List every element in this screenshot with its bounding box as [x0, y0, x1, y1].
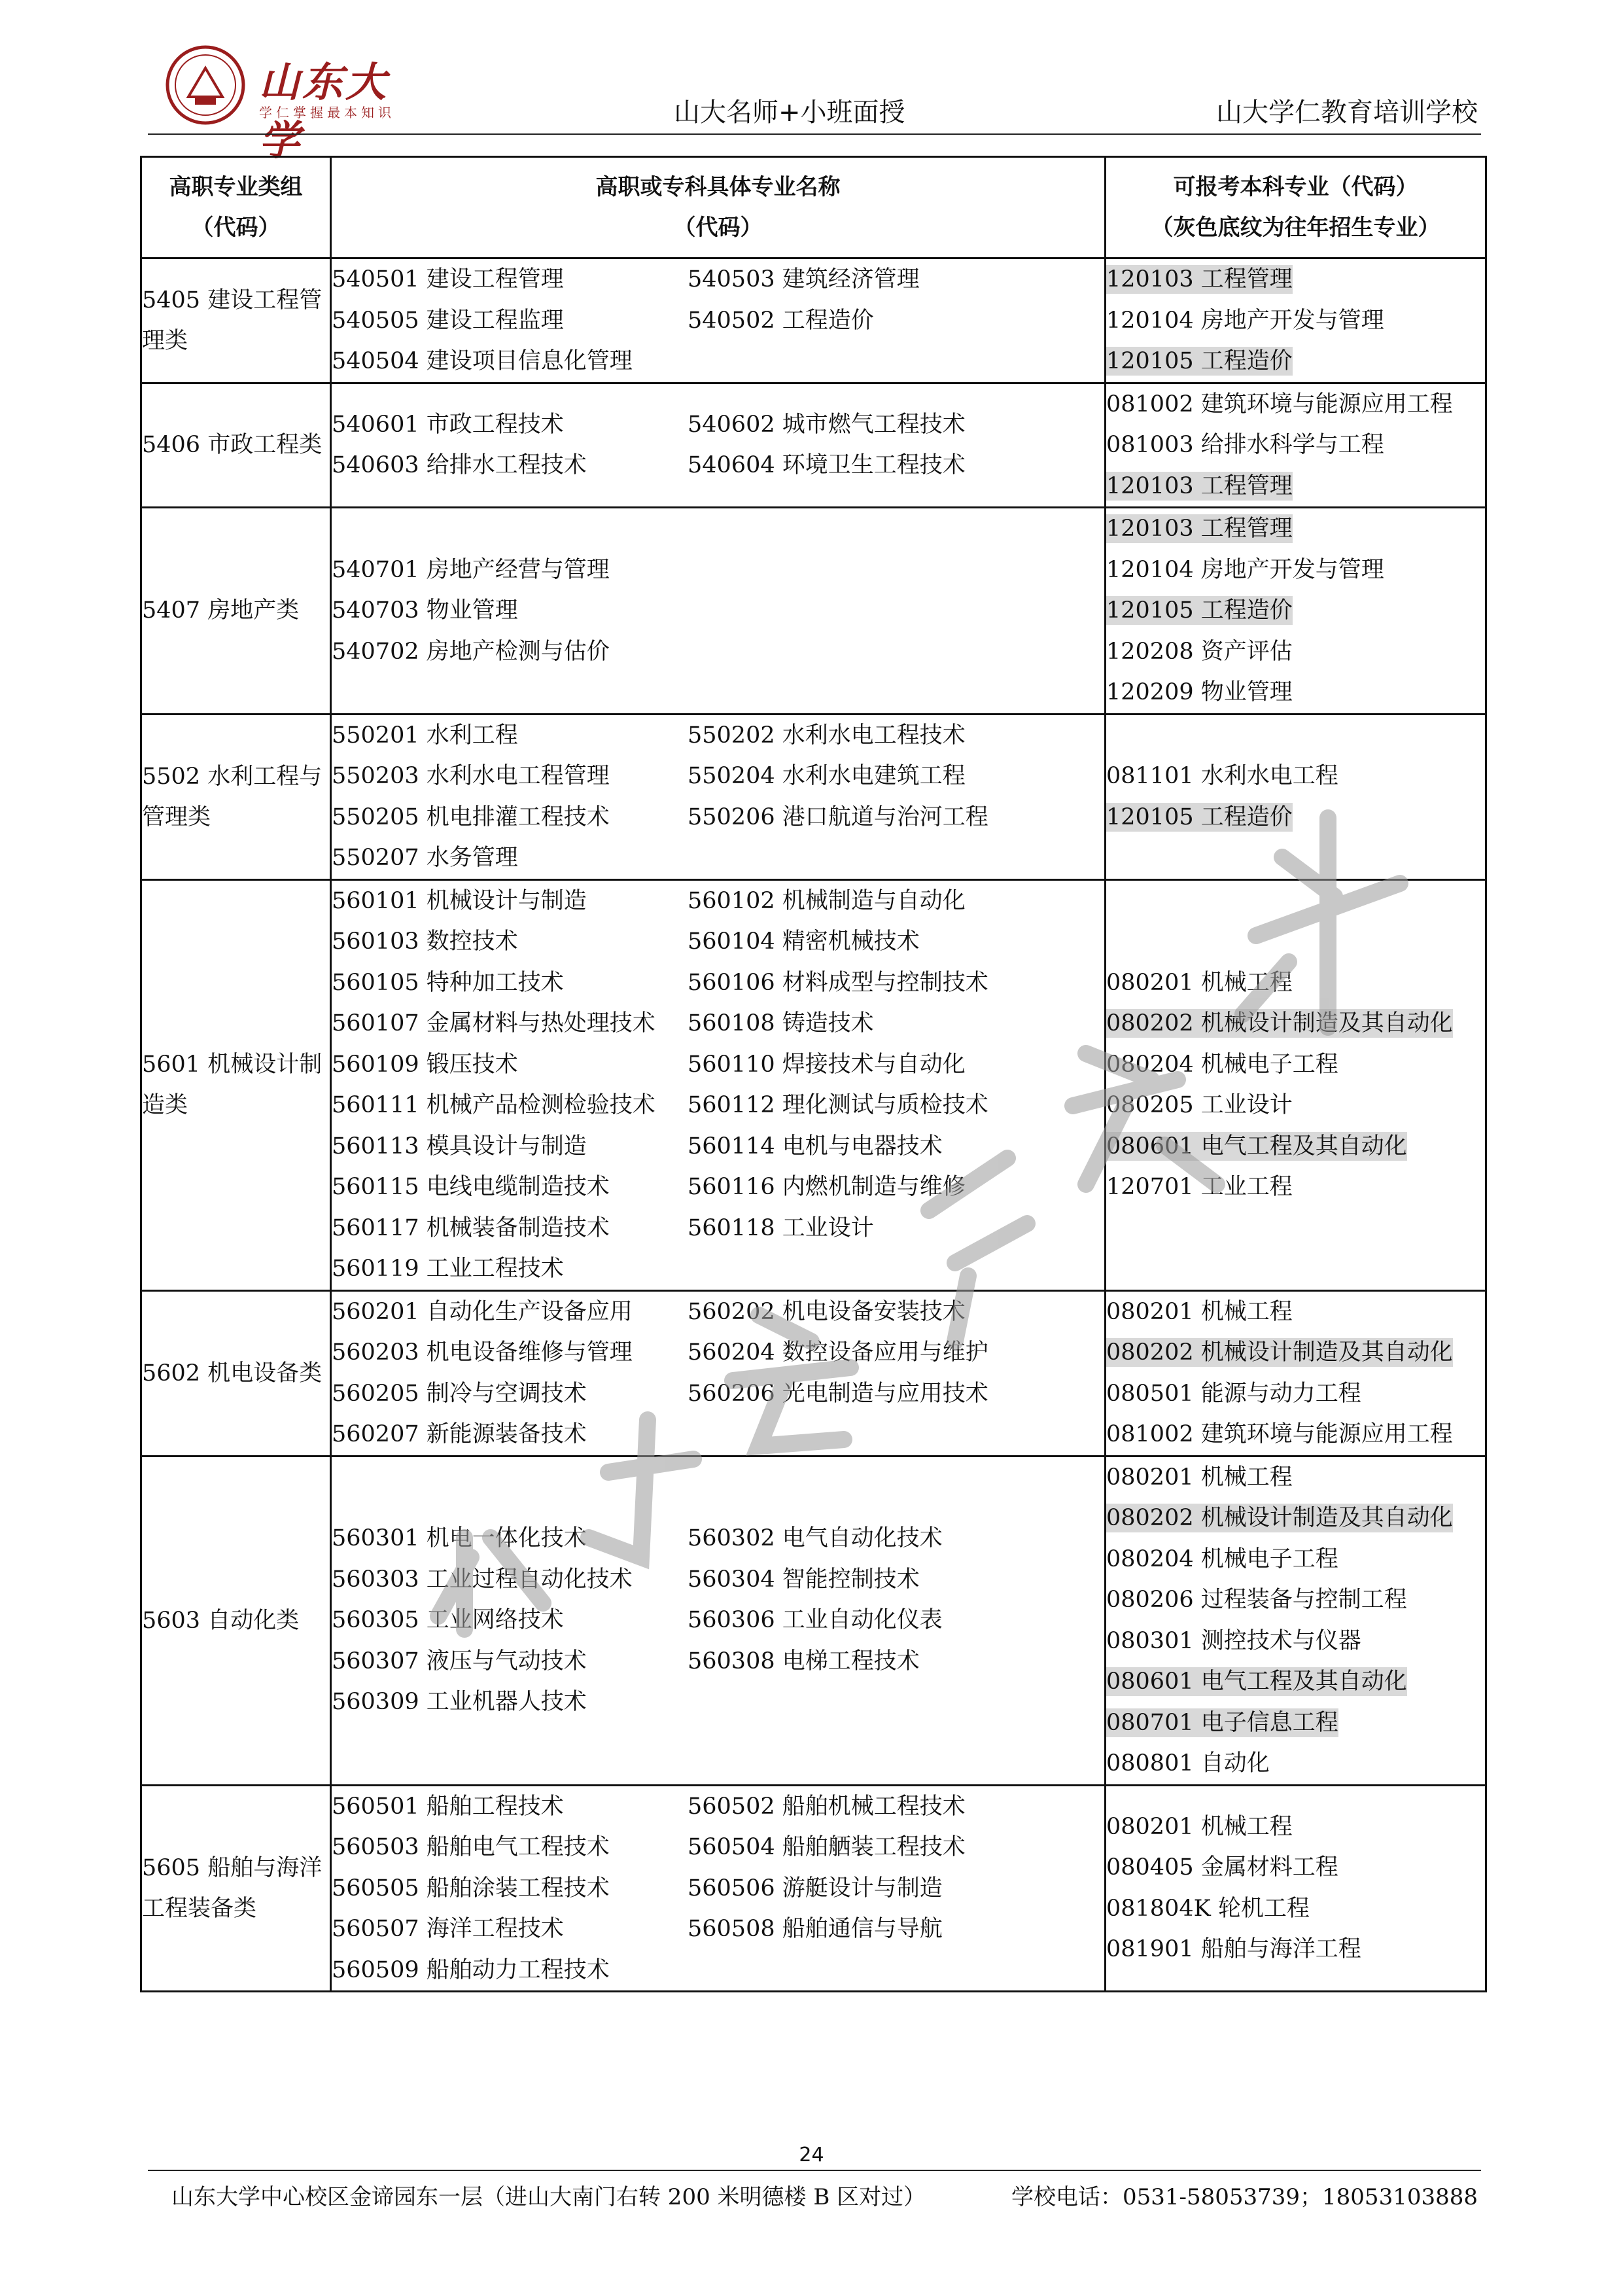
target-major-item: [1106, 1003, 1485, 1044]
specialty-item: 560503 船舶电气工程技术: [332, 1834, 610, 1860]
specialty-item: 560508 船舶通信与导航: [688, 1916, 943, 1942]
specialty-item: 540502 工程造价: [688, 307, 874, 334]
specialty-item: 560204 数控设备应用与维护: [688, 1339, 988, 1366]
table-row: [141, 1456, 1486, 1785]
target-major-text: 080204 机械电子工程: [1106, 1051, 1338, 1078]
logo-slogan: 学仁掌握最本知识: [259, 105, 395, 120]
target-major-text: 080201 机械工程: [1106, 1464, 1293, 1491]
specialty-item: 560116 内燃机制造与维修: [688, 1174, 966, 1200]
specialty-item: 560309 工业机器人技术: [332, 1689, 587, 1716]
target-major-text: 081804K 轮机工程: [1106, 1895, 1310, 1922]
specialty-item: 560103 数控技术: [332, 928, 518, 955]
specialty-item: 560505 船舶涂装工程技术: [332, 1875, 610, 1901]
specialty-cell: [331, 383, 1106, 508]
specialty-item: 560206 光电制造与应用技术: [688, 1380, 988, 1407]
target-cell: [1106, 383, 1486, 508]
specialty-item: 560303 工业过程自动化技术: [332, 1566, 633, 1593]
target-major-item: [1106, 963, 1485, 1004]
specialty-item: 550205 机电排灌工程技术: [332, 804, 610, 830]
target-major-text: 120209 物业管理: [1106, 679, 1293, 705]
target-major-shaded: 080202 机械设计制造及其自动化: [1106, 1339, 1453, 1366]
target-major-item: [1106, 1888, 1485, 1930]
specialty-item: 560207 新能源装备技术: [332, 1421, 587, 1447]
target-major-item: [1106, 1498, 1485, 1539]
header-divider: [148, 133, 1481, 135]
target-major-item: [1106, 1539, 1485, 1580]
specialty-item: 560304 智能控制技术: [688, 1566, 920, 1593]
target-major-text: 080201 机械工程: [1106, 1813, 1293, 1840]
specialty-item: 560112 理化测试与质检技术: [688, 1092, 988, 1118]
target-major-item: [1106, 550, 1485, 591]
specialty-item: 560119 工业工程技术: [332, 1256, 564, 1282]
specialty-item: 540603 给排水工程技术: [332, 452, 587, 479]
target-major-shaded: 120103 工程管理: [1106, 266, 1293, 292]
target-major-item: [1106, 1085, 1485, 1126]
specialty-item: 560117 机械装备制造技术: [332, 1214, 610, 1241]
target-major-text: 080201 机械工程: [1106, 969, 1293, 996]
table-row: [141, 714, 1486, 879]
target-major-text: 080205 工业设计: [1106, 1092, 1293, 1118]
specialty-item: 560301 机电一体化技术: [332, 1525, 587, 1552]
target-major-text: 120208 资产评估: [1106, 638, 1293, 665]
specialty-cell: [331, 508, 1106, 715]
target-major-list: [1106, 1457, 1485, 1784]
specialty-item: 560306 工业自动化仪表: [688, 1607, 943, 1634]
table-row: [141, 1290, 1486, 1456]
target-cell: [1106, 1456, 1486, 1785]
specialty-item: 540505 建设工程监理: [332, 307, 564, 334]
target-major-item: [1106, 631, 1485, 673]
specialty-item: 560307 液压与气动技术: [332, 1648, 587, 1674]
specialty-item: 560502 船舶机械工程技术: [688, 1793, 966, 1820]
specialty-item: 560507 海洋工程技术: [332, 1916, 564, 1942]
target-major-item: [1106, 466, 1485, 507]
specialty-item: 560110 焊接技术与自动化: [688, 1051, 966, 1078]
specialty-item: 540504 建设项目信息化管理: [332, 348, 633, 374]
category-cell: 5406 市政工程类: [141, 383, 331, 508]
target-major-item: [1106, 1457, 1485, 1498]
specialty-item: 550204 水利水电建筑工程: [688, 763, 966, 789]
target-major-shaded: 120103 工程管理: [1106, 472, 1293, 499]
shandong-university-logo: [162, 42, 406, 164]
target-major-text: 080301 测控技术与仪器: [1106, 1627, 1361, 1654]
table-row: [141, 508, 1486, 715]
specialty-item: 560504 船舶舾装工程技术: [688, 1834, 966, 1860]
category-cell: 5405 建设工程管理类: [141, 258, 331, 383]
specialty-item: 560107 金属材料与热处理技术: [332, 1010, 655, 1036]
target-major-text: 080201 机械工程: [1106, 1298, 1293, 1325]
target-major-item: [1106, 1661, 1485, 1703]
specialty-item: 560101 机械设计与制造: [332, 887, 587, 914]
target-major-text: 080501 能源与动力工程: [1106, 1380, 1361, 1407]
specialty-list: [332, 1292, 1104, 1455]
target-major-list: [1106, 508, 1485, 713]
table-row: [141, 383, 1486, 508]
specialty-list: [332, 1518, 1104, 1723]
header-category: 高职专业类组 （代码）: [141, 157, 331, 258]
target-major-item: [1106, 672, 1485, 713]
target-cell: [1106, 508, 1486, 715]
header-target: 可报考本科专业（代码） （灰色底纹为往年招生专业）: [1106, 157, 1486, 258]
target-major-item: [1106, 384, 1485, 425]
specialty-item: 560113 模具设计与制造: [332, 1133, 587, 1159]
specialty-cell: [331, 1785, 1106, 1992]
target-major-shaded: 120105 工程造价: [1106, 804, 1293, 830]
target-major-item: [1106, 300, 1485, 342]
target-cell: [1106, 1290, 1486, 1456]
target-major-item: [1106, 590, 1485, 631]
target-major-text: 081901 船舶与海洋工程: [1106, 1936, 1361, 1963]
target-cell: [1106, 714, 1486, 879]
specialty-item: 540601 市政工程技术: [332, 411, 564, 438]
target-major-list: [1106, 963, 1485, 1208]
major-mapping-table: [140, 156, 1487, 1992]
specialty-item: 560115 电线电缆制造技术: [332, 1174, 610, 1200]
specialty-item: 550206 港口航道与治河工程: [688, 804, 988, 830]
specialty-item: 540501 建设工程管理: [332, 266, 564, 292]
header-right-title: 山大学仁教育培训学校: [1216, 97, 1478, 128]
specialty-item: 560104 精密机械技术: [688, 928, 920, 955]
target-major-list: [1106, 1807, 1485, 1970]
table-row: [141, 1785, 1486, 1992]
target-major-text: 120104 房地产开发与管理: [1106, 307, 1384, 334]
specialty-item: 550203 水利水电工程管理: [332, 763, 610, 789]
target-major-text: 081003 给排水科学与工程: [1106, 432, 1384, 458]
specialty-cell: [331, 1456, 1106, 1785]
logo-wordmark: 山东大学: [259, 58, 389, 164]
table-row: [141, 258, 1486, 383]
specialty-list: [332, 715, 1104, 879]
target-major-item: [1106, 1292, 1485, 1333]
target-major-shaded: 120105 工程造价: [1106, 597, 1293, 624]
target-major-shaded: 080701 电子信息工程: [1106, 1709, 1338, 1736]
page-number: 24: [799, 2144, 824, 2166]
target-major-list: [1106, 259, 1485, 382]
specialty-item: 540604 环境卫生工程技术: [688, 452, 966, 479]
target-major-item: [1106, 1167, 1485, 1208]
specialty-cell: [331, 1290, 1106, 1456]
specialty-item: 560501 船舶工程技术: [332, 1793, 564, 1820]
specialty-item: 560308 电梯工程技术: [688, 1648, 920, 1674]
specialty-item: 550202 水利水电工程技术: [688, 722, 966, 749]
specialty-cell: [331, 258, 1106, 383]
target-major-text: 120701 工业工程: [1106, 1174, 1293, 1200]
target-major-shaded: 080202 机械设计制造及其自动化: [1106, 1010, 1453, 1036]
specialty-item: 560302 电气自动化技术: [688, 1525, 943, 1552]
category-cell: 5601 机械设计制造类: [141, 879, 331, 1290]
specialty-list: [332, 881, 1104, 1290]
specialty-item: 560108 铸造技术: [688, 1010, 874, 1036]
specialty-list: [332, 1786, 1104, 1991]
target-major-item: [1106, 1580, 1485, 1621]
specialty-item: 560201 自动化生产设备应用: [332, 1298, 633, 1325]
target-major-item: [1106, 1126, 1485, 1167]
specialty-item: 560118 工业设计: [688, 1214, 874, 1241]
target-major-shaded: 120105 工程造价: [1106, 348, 1293, 374]
target-major-shaded: 080601 电气工程及其自动化: [1106, 1669, 1407, 1695]
specialty-item: 550201 水利工程: [332, 722, 518, 749]
target-major-list: [1106, 1292, 1485, 1455]
specialty-item: 560109 锻压技术: [332, 1051, 518, 1078]
specialty-item: 560509 船舶动力工程技术: [332, 1956, 610, 1983]
target-major-text: 081002 建筑环境与能源应用工程: [1106, 1421, 1453, 1447]
target-major-item: [1106, 797, 1485, 838]
target-major-item: [1106, 259, 1485, 300]
category-cell: 5502 水利工程与管理类: [141, 714, 331, 879]
specialty-item: 540503 建筑经济管理: [688, 266, 920, 292]
target-major-item: [1106, 425, 1485, 466]
category-cell: 5603 自动化类: [141, 1456, 331, 1785]
target-cell: [1106, 1785, 1486, 1992]
specialty-list: [332, 404, 1104, 486]
target-major-item: [1106, 1373, 1485, 1415]
target-cell: [1106, 258, 1486, 383]
target-major-item: [1106, 756, 1485, 797]
target-major-shaded: 120103 工程管理: [1106, 516, 1293, 542]
specialty-item: 560506 游艇设计与制造: [688, 1875, 943, 1901]
target-major-item: [1106, 341, 1485, 382]
target-major-item: [1106, 1332, 1485, 1373]
target-major-item: [1106, 1929, 1485, 1970]
specialty-list: [332, 259, 1104, 382]
target-major-text: 080801 自动化: [1106, 1750, 1270, 1776]
footer-phone: 学校电话：0531-58053739；18053103888: [1011, 2184, 1478, 2210]
target-major-item: [1106, 1743, 1485, 1784]
target-major-item: [1106, 1044, 1485, 1086]
target-major-text: 081101 水利水电工程: [1106, 763, 1338, 789]
specialty-item: 560114 电机与电器技术: [688, 1133, 943, 1159]
specialty-list: [332, 550, 1104, 673]
header-specialty: 高职或专科具体专业名称 （代码）: [331, 157, 1106, 258]
target-major-text: 081002 建筑环境与能源应用工程: [1106, 391, 1453, 417]
target-major-shaded: 080202 机械设计制造及其自动化: [1106, 1505, 1453, 1531]
category-cell: 5605 船舶与海洋工程装备类: [141, 1785, 331, 1992]
specialty-cell: [331, 879, 1106, 1290]
target-major-list: [1106, 384, 1485, 507]
specialty-item: 560102 机械制造与自动化: [688, 887, 966, 914]
footer-address: 山东大学中心校区金谛园东一层（进山大南门右转 200 米明德楼 B 区对过）: [171, 2184, 926, 2210]
footer-divider: [148, 2170, 1481, 2171]
target-major-text: 120104 房地产开发与管理: [1106, 556, 1384, 583]
specialty-item: 560305 工业网络技术: [332, 1607, 564, 1634]
target-major-item: [1106, 508, 1485, 550]
specialty-cell: [331, 714, 1106, 879]
target-major-text: 080405 金属材料工程: [1106, 1854, 1338, 1881]
specialty-item: 560203 机电设备维修与管理: [332, 1339, 633, 1366]
specialty-item: 560105 特种加工技术: [332, 969, 564, 996]
specialty-item: 540702 房地产检测与估价: [332, 638, 610, 665]
specialty-item: 540703 物业管理: [332, 597, 518, 624]
category-cell: 5407 房地产类: [141, 508, 331, 715]
specialty-item: 540602 城市燃气工程技术: [688, 411, 966, 438]
table-row: [141, 879, 1486, 1290]
target-major-item: [1106, 1807, 1485, 1848]
target-major-shaded: 080601 电气工程及其自动化: [1106, 1133, 1407, 1159]
specialty-item: 560111 机械产品检测检验技术: [332, 1092, 655, 1118]
table-header-row: [141, 157, 1486, 258]
target-cell: [1106, 879, 1486, 1290]
specialty-item: 560205 制冷与空调技术: [332, 1380, 587, 1407]
specialty-item: 550207 水务管理: [332, 845, 518, 871]
target-major-list: [1106, 756, 1485, 838]
target-major-item: [1106, 1847, 1485, 1888]
specialty-item: 540701 房地产经营与管理: [332, 556, 610, 583]
specialty-item: 560202 机电设备安装技术: [688, 1298, 966, 1325]
target-major-text: 080206 过程装备与控制工程: [1106, 1587, 1407, 1613]
target-major-item: [1106, 1414, 1485, 1455]
target-major-item: [1106, 1703, 1485, 1744]
header-center-title: 山大名师+小班面授: [674, 97, 905, 128]
target-major-text: 080204 机械电子工程: [1106, 1545, 1338, 1572]
category-cell: 5602 机电设备类: [141, 1290, 331, 1456]
target-major-item: [1106, 1621, 1485, 1662]
specialty-item: 560106 材料成型与控制技术: [688, 969, 988, 996]
